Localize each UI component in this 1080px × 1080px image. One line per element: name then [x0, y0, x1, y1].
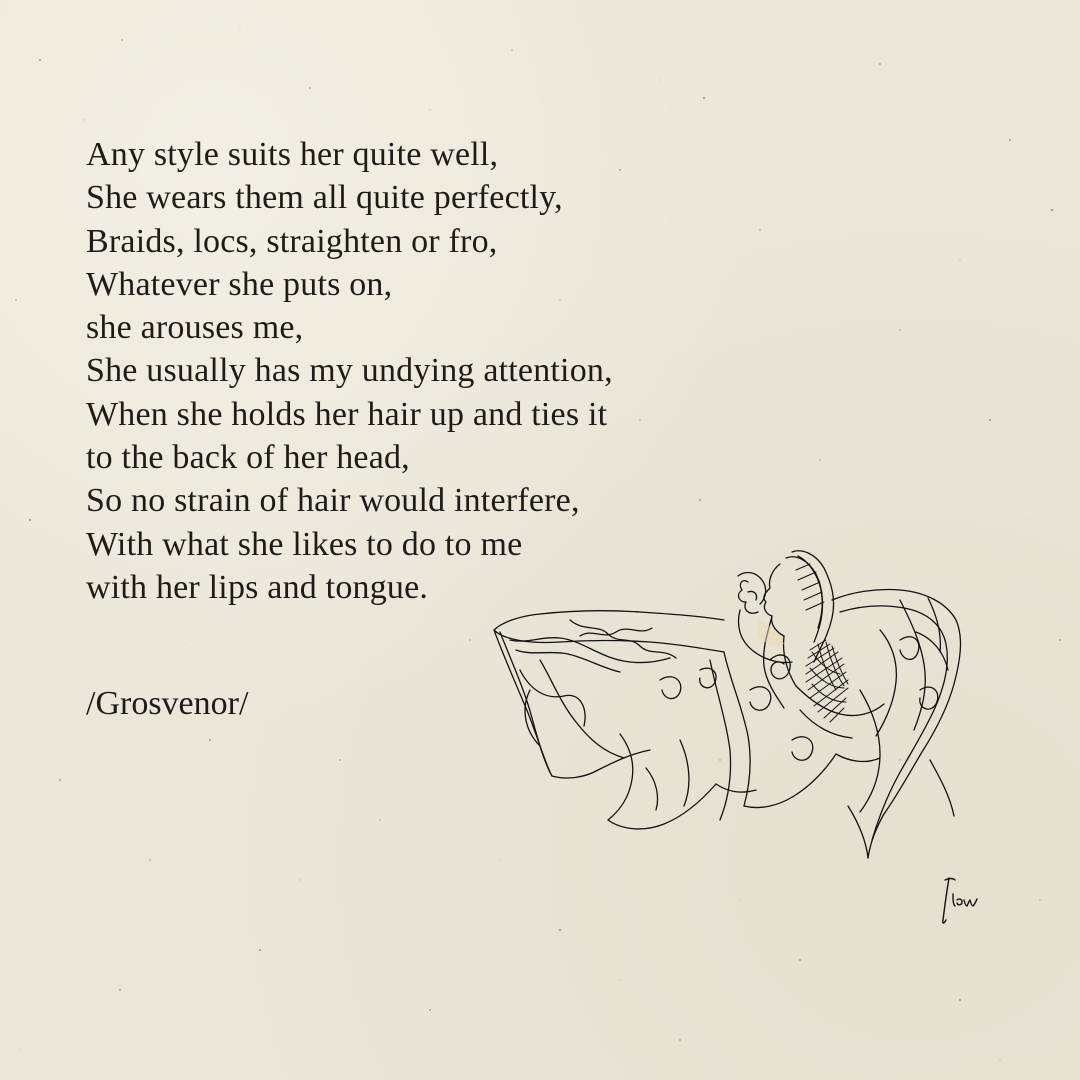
- poem-text: [86, 133, 613, 609]
- poem-line: Braids, locs, straighten or fro,: [86, 222, 498, 260]
- poem-line: With what she likes to do to me: [86, 525, 523, 563]
- poem-line: She wears them all quite perfectly,: [86, 179, 563, 217]
- poem-line: So no strain of hair would interfere,: [86, 482, 580, 520]
- poem-line: When she holds her hair up and ties it: [86, 395, 608, 433]
- author-signature-text: /Grosvenor/: [86, 685, 249, 722]
- poem-line: to the back of her head,: [86, 439, 410, 477]
- poem-line: Any style suits her quite well,: [86, 136, 499, 173]
- poem-line: she arouses me,: [86, 309, 304, 347]
- reclining-figure-icon: [480, 540, 980, 900]
- poem-line: with her lips and tongue.: [86, 568, 429, 606]
- poem-line: Whatever she puts on,: [86, 265, 393, 303]
- poem-line: She usually has my undying attention,: [86, 352, 613, 390]
- artist-signature-icon: [935, 870, 985, 930]
